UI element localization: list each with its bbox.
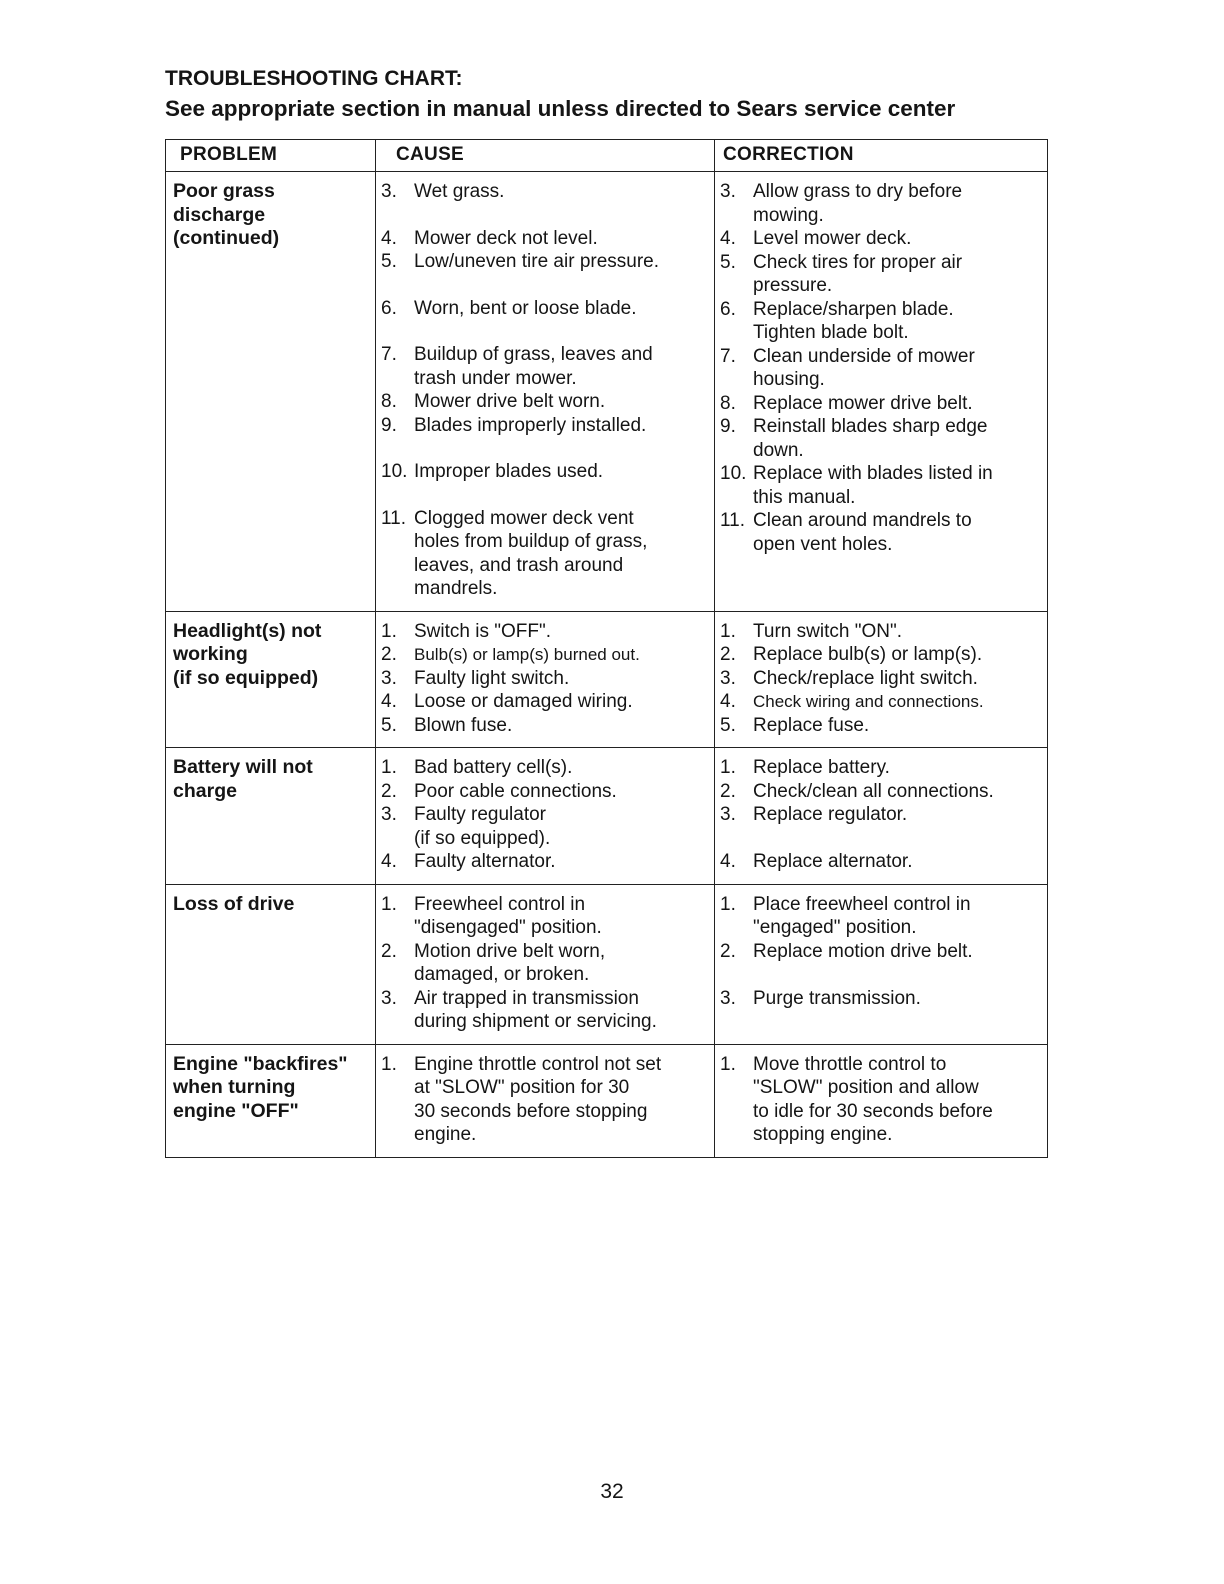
correction-item	[720, 1053, 1043, 1147]
item-text: Replace/sharpen blade. Tighten blade bolt.	[753, 298, 954, 343]
table-row	[166, 172, 1048, 612]
cause-item	[381, 414, 710, 438]
correction-item	[720, 756, 1043, 780]
item-number: 1.	[381, 1053, 397, 1075]
chart-title: TROUBLESHOOTING CHART:	[165, 67, 463, 90]
item-text: Clogged mower deck vent holes from buildup of grass, leaves, and trash around mandrels.	[414, 507, 648, 599]
item-number: 3.	[381, 667, 397, 689]
item-text: Buildup of grass, leaves and trash under mower.	[414, 344, 653, 389]
cause-item	[381, 643, 710, 667]
item-number: 5.	[381, 714, 397, 736]
item-number: 1.	[381, 757, 397, 778]
cause-item	[381, 227, 710, 251]
item-text: Mower drive belt worn.	[414, 391, 606, 412]
cause-item	[381, 620, 710, 644]
item-number: 2.	[720, 780, 736, 802]
item-text: Blown fuse.	[414, 714, 513, 736]
correction-item	[720, 462, 1043, 509]
cause-cell	[376, 884, 715, 1044]
item-number: 4.	[381, 691, 397, 712]
item-text: Move throttle control to "SLOW" position and allow to idle for 30 seconds before stopping engine.	[753, 1053, 993, 1145]
item-number: 1.	[381, 893, 397, 915]
item-number: 2.	[381, 644, 397, 665]
item-text: Low/uneven tire air pressure.	[414, 251, 660, 272]
correction-item	[720, 987, 1043, 1011]
item-number: 11.	[381, 507, 407, 529]
item-text: Blades improperly installed.	[414, 414, 647, 436]
item-text: Bad battery cell(s).	[414, 757, 573, 778]
item-number: 11.	[720, 510, 746, 531]
cause-item	[381, 1053, 710, 1147]
item-number: 1.	[720, 893, 736, 915]
column-header-problem: PROBLEM	[166, 140, 376, 172]
item-number: 10.	[720, 463, 747, 484]
correction-item	[720, 714, 1043, 738]
item-number: 1.	[720, 620, 736, 642]
cause-item	[381, 667, 710, 691]
item-text: Faulty alternator.	[414, 851, 556, 872]
cause-item	[381, 343, 710, 390]
column-header-correction: CORRECTION	[715, 140, 1048, 172]
item-text: Mower deck not level.	[414, 227, 598, 249]
item-text: Wet grass.	[414, 181, 505, 202]
item-number: 5.	[720, 251, 736, 273]
item-number: 7.	[381, 344, 397, 365]
cause-item	[381, 460, 710, 484]
cause-item	[381, 987, 710, 1034]
problem-cell: Poor grass discharge (continued)	[166, 172, 376, 612]
item-number: 3.	[381, 804, 397, 825]
item-number: 9.	[381, 414, 397, 436]
correction-cell	[715, 884, 1048, 1044]
cause-cell	[376, 611, 715, 748]
correction-item	[720, 940, 1043, 964]
item-text: Replace alternator.	[753, 851, 913, 872]
item-number: 8.	[381, 391, 397, 412]
item-number: 1.	[720, 1053, 736, 1075]
correction-item	[720, 893, 1043, 940]
table-row	[166, 884, 1048, 1044]
cause-item	[381, 690, 710, 714]
item-number: 9.	[720, 416, 736, 437]
column-header-cause: CAUSE	[376, 140, 715, 172]
item-number: 2.	[381, 940, 397, 962]
correction-item	[720, 620, 1043, 644]
item-number: 4.	[720, 851, 736, 872]
item-number: 4.	[720, 691, 736, 712]
item-number: 10.	[381, 461, 408, 482]
cause-item	[381, 507, 710, 601]
problem-cell: Loss of drive	[166, 884, 376, 1044]
item-number: 6.	[720, 298, 736, 320]
table-row	[166, 611, 1048, 748]
cause-cell	[376, 1044, 715, 1157]
item-text: Freewheel control in "disengaged" position.	[414, 893, 602, 938]
item-text: Check/clean all connections.	[753, 780, 994, 802]
item-text: Clean around mandrels to open vent holes.	[753, 510, 972, 555]
item-number: 1.	[381, 620, 397, 642]
correction-item	[720, 415, 1043, 462]
item-number: 1.	[720, 757, 736, 778]
item-number: 6.	[381, 297, 397, 319]
table-header-row	[166, 140, 1048, 172]
item-text: Allow grass to dry before mowing.	[753, 181, 963, 226]
item-number: 4.	[381, 227, 397, 249]
correction-cell	[715, 172, 1048, 612]
item-text: Faulty regulator (if so equipped).	[414, 804, 551, 849]
cause-item	[381, 180, 710, 204]
item-number: 3.	[720, 804, 736, 825]
correction-item	[720, 850, 1043, 874]
item-number: 8.	[720, 392, 736, 414]
chart-subtitle: See appropriate section in manual unless directed to Sears service center	[165, 96, 956, 121]
item-text: Purge transmission.	[753, 987, 921, 1009]
item-text: Motion drive belt worn, damaged, or broken.	[414, 940, 606, 985]
item-text: Check/replace light switch.	[753, 667, 978, 689]
correction-cell	[715, 1044, 1048, 1157]
cause-item	[381, 390, 710, 414]
item-text: Replace fuse.	[753, 714, 870, 736]
correction-item	[720, 251, 1043, 298]
correction-item	[720, 345, 1043, 392]
item-text: Replace regulator.	[753, 804, 908, 825]
correction-item	[720, 509, 1043, 556]
table-row	[166, 748, 1048, 885]
item-text: Faulty light switch.	[414, 667, 570, 689]
item-text: Place freewheel control in "engaged" position.	[753, 893, 971, 938]
correction-item	[720, 690, 1043, 714]
cause-item	[381, 250, 710, 274]
cause-item	[381, 940, 710, 987]
correction-item	[720, 643, 1043, 667]
item-number: 4.	[720, 228, 736, 249]
cause-item	[381, 803, 710, 850]
item-number: 2.	[381, 780, 397, 802]
item-text: Replace with blades listed in this manual.	[753, 463, 993, 508]
item-text: Switch is "OFF".	[414, 620, 551, 642]
cause-item	[381, 756, 710, 780]
correction-item	[720, 780, 1043, 804]
item-number: 2.	[720, 644, 736, 665]
item-text: Engine throttle control not set at "SLOW" position for 30 30 seconds before stopping engine.	[414, 1053, 662, 1145]
correction-item	[720, 667, 1043, 691]
item-text: Replace bulb(s) or lamp(s).	[753, 644, 983, 665]
item-number: 3.	[720, 181, 736, 202]
cause-cell	[376, 748, 715, 885]
item-text: Check tires for proper air pressure.	[753, 251, 963, 296]
item-number: 7.	[720, 345, 736, 367]
item-text: Loose or damaged wiring.	[414, 691, 633, 712]
correction-item	[720, 298, 1043, 345]
cause-item	[381, 714, 710, 738]
problem-cell: Headlight(s) not working (if so equipped)	[166, 611, 376, 748]
item-text: Check wiring and connections.	[753, 692, 984, 711]
item-number: 4.	[381, 851, 397, 872]
cause-item	[381, 297, 710, 321]
item-number: 5.	[720, 714, 736, 736]
correction-item	[720, 392, 1043, 416]
correction-item	[720, 803, 1043, 827]
item-number: 3.	[720, 667, 736, 689]
page-number: 32	[600, 1480, 624, 1503]
item-text: Replace battery.	[753, 757, 890, 778]
cause-item	[381, 780, 710, 804]
item-text: Clean underside of mower housing.	[753, 345, 975, 390]
table-row	[166, 1044, 1048, 1157]
item-text: Improper blades used.	[414, 461, 604, 482]
item-text: Replace motion drive belt.	[753, 940, 973, 962]
problem-cell: Engine "backfires" when turning engine "OFF"	[166, 1044, 376, 1157]
correction-cell	[715, 611, 1048, 748]
troubleshooting-table	[165, 139, 1048, 1158]
item-text: Bulb(s) or lamp(s) burned out.	[414, 645, 640, 664]
cause-item	[381, 850, 710, 874]
item-number: 3.	[381, 987, 397, 1009]
cause-item	[381, 893, 710, 940]
correction-item	[720, 180, 1043, 227]
item-text: Replace mower drive belt.	[753, 392, 973, 414]
item-text: Poor cable connections.	[414, 780, 617, 802]
item-number: 2.	[720, 940, 736, 962]
cause-cell	[376, 172, 715, 612]
item-number: 3.	[720, 987, 736, 1009]
item-number: 3.	[381, 181, 397, 202]
problem-cell: Battery will not charge	[166, 748, 376, 885]
item-text: Worn, bent or loose blade.	[414, 297, 637, 319]
item-text: Reinstall blades sharp edge down.	[753, 416, 988, 461]
correction-cell	[715, 748, 1048, 885]
item-text: Turn switch "ON".	[753, 620, 902, 642]
item-text: Air trapped in transmission during shipment or servicing.	[414, 987, 657, 1032]
item-number: 5.	[381, 251, 397, 272]
correction-item	[720, 227, 1043, 251]
item-text: Level mower deck.	[753, 228, 912, 249]
